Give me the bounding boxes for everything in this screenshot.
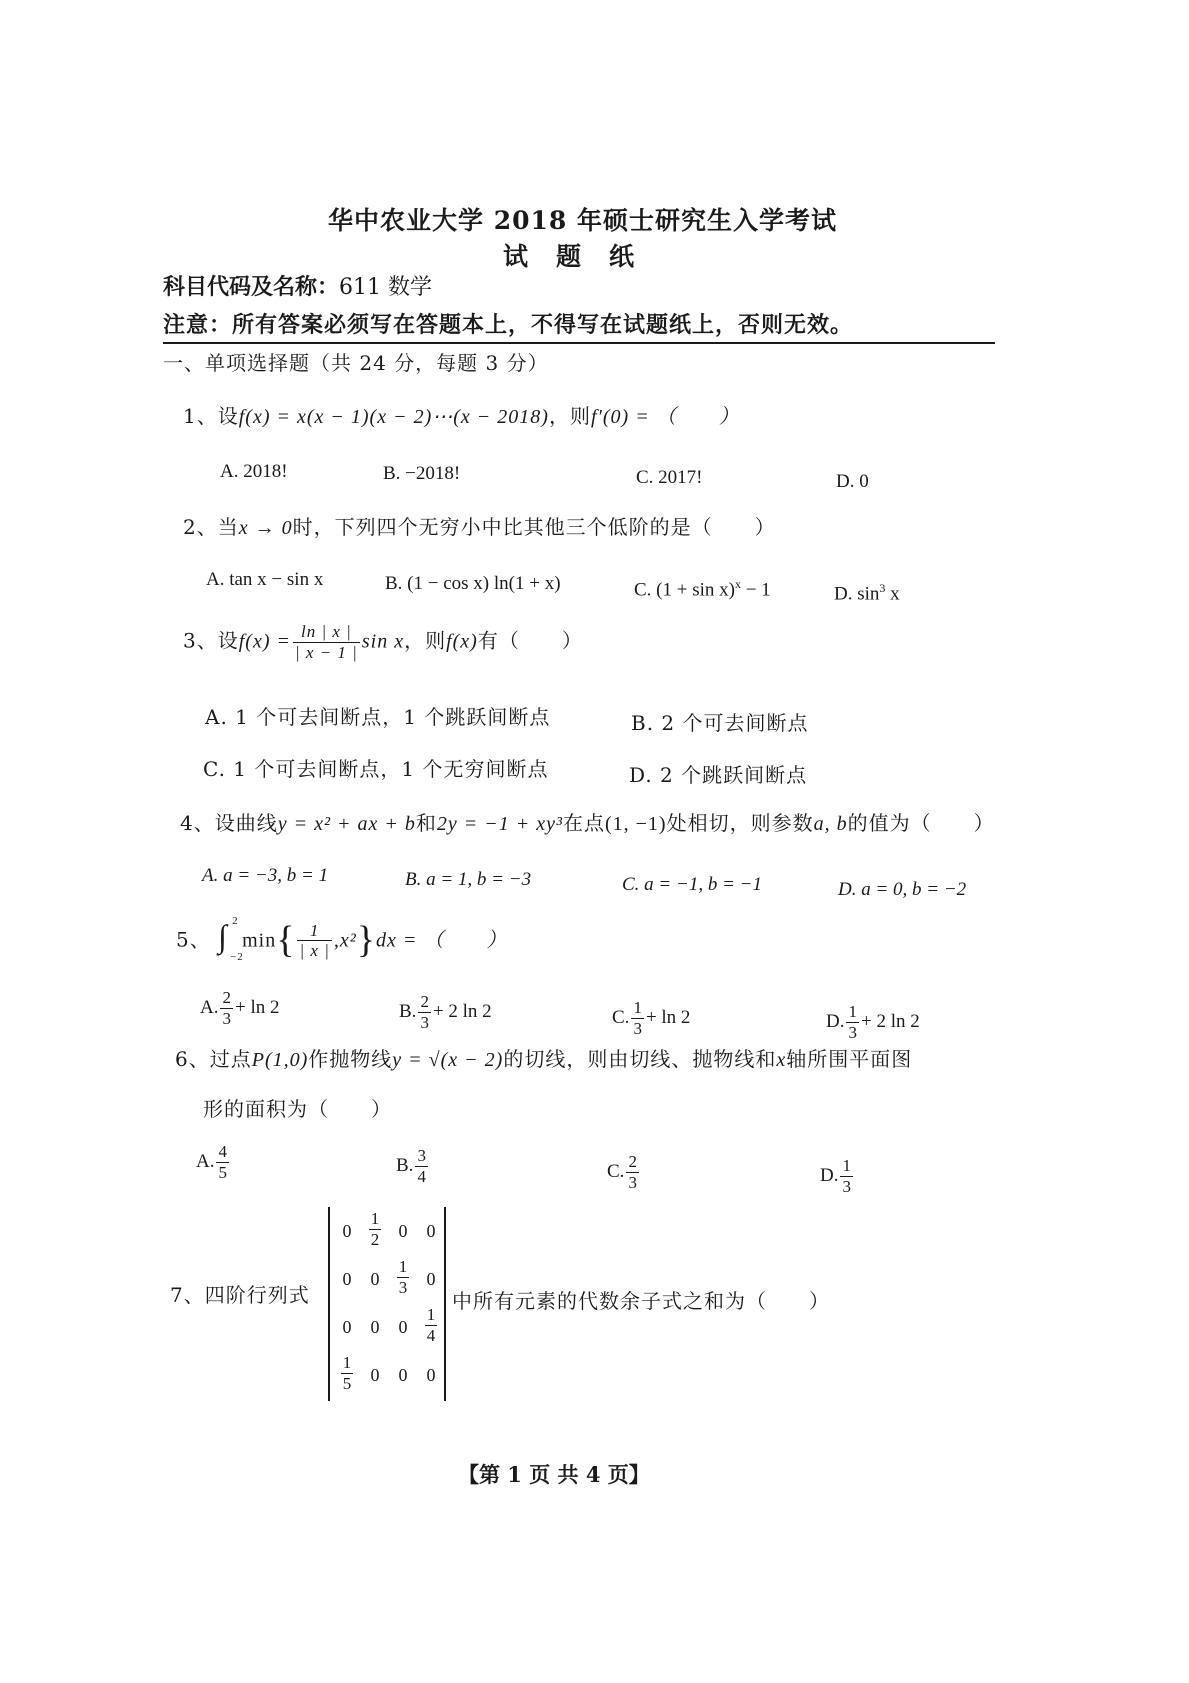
matrix-fraction-den: 2 bbox=[370, 1229, 380, 1249]
q4-text-a: 4、设曲线 bbox=[180, 811, 278, 835]
q4-text-b: 和 bbox=[415, 811, 437, 835]
q4-text-e: 的值为（ ） bbox=[847, 811, 995, 835]
q6-text-b: 作抛物线 bbox=[308, 1047, 393, 1071]
q5-tail: dx = （ ） bbox=[376, 929, 508, 952]
q3-option-b: B. 2 个可去间断点 bbox=[631, 711, 809, 735]
matrix-cell: 0 bbox=[370, 1317, 380, 1337]
q6-option-b-letter: B. bbox=[396, 1155, 414, 1177]
q1-option-c: C. 2017! bbox=[636, 467, 703, 488]
q6-text-c: 的切线，则由切线、抛物线和 bbox=[503, 1047, 777, 1071]
q5-option-d-den: 3 bbox=[848, 1022, 857, 1042]
q5-option-c bbox=[612, 998, 690, 1038]
q5-option-a bbox=[200, 988, 279, 1028]
q4-option-b: B. a = 1, b = −3 bbox=[405, 869, 532, 890]
q5-option-d-frac bbox=[846, 1002, 859, 1042]
matrix-fraction bbox=[341, 1353, 354, 1393]
q4-option-a: A. a = −3, b = 1 bbox=[202, 865, 329, 886]
q5-option-b bbox=[399, 992, 492, 1032]
matrix-cell bbox=[388, 1257, 418, 1297]
q6-option-d-num: 1 bbox=[842, 1156, 851, 1175]
q5-option-b-num: 2 bbox=[420, 992, 429, 1011]
q6-option-a-frac bbox=[216, 1142, 229, 1182]
q1-prefix: 1、设 bbox=[183, 404, 239, 428]
q5-option-b-den: 3 bbox=[420, 1012, 429, 1032]
q2-option-c-exp: x bbox=[734, 577, 741, 591]
q3-expr2: f(x) bbox=[446, 630, 478, 653]
exam-title: 华中农业大学 2018 年硕士研究生入学考试 bbox=[328, 206, 837, 235]
q2-option-d-body: D. sin bbox=[834, 583, 880, 605]
matrix-fraction bbox=[369, 1209, 382, 1249]
matrix-fraction bbox=[425, 1305, 438, 1345]
q3-prefix: 3、设 bbox=[183, 628, 239, 653]
q5-option-a-frac bbox=[220, 988, 233, 1028]
matrix-fraction-num: 1 bbox=[398, 1257, 408, 1276]
matrix-cell bbox=[360, 1209, 390, 1249]
subject-line bbox=[163, 275, 432, 300]
matrix-cell: 0 bbox=[342, 1269, 352, 1289]
q3-tail: sin x bbox=[361, 630, 405, 653]
q2-expr: x → 0 bbox=[238, 517, 293, 539]
q5-option-d-letter: D. bbox=[826, 1011, 845, 1033]
q3-suffix: ，则 bbox=[404, 628, 447, 653]
q5-option-b-tail: + 2 ln 2 bbox=[432, 1001, 492, 1023]
matrix-cell: 0 bbox=[426, 1365, 436, 1385]
q4-option-d: D. a = 0, b = −2 bbox=[838, 879, 967, 900]
q2-prefix: 2、当 bbox=[183, 515, 239, 539]
q6-text-d: 轴所围平面图 bbox=[786, 1047, 913, 1071]
q5-integral bbox=[218, 914, 244, 963]
matrix-fraction-num: 1 bbox=[342, 1353, 352, 1372]
q5-option-a-den: 3 bbox=[222, 1008, 231, 1028]
question-2 bbox=[183, 516, 776, 539]
q4-text-d: 处相切，则参数 bbox=[666, 811, 814, 835]
q3-suffix2: 有（ ） bbox=[477, 628, 583, 653]
question-6-line2: 形的面积为（ ） bbox=[203, 1097, 392, 1121]
matrix-cell: 0 bbox=[342, 1317, 352, 1337]
q2-option-d bbox=[834, 582, 900, 605]
q5-option-a-tail: + ln 2 bbox=[234, 997, 280, 1019]
q4-expr-a: y = x² + ax + b bbox=[277, 813, 416, 835]
matrix-cell bbox=[416, 1305, 446, 1345]
q2-option-d-exp: 3 bbox=[879, 581, 886, 595]
q6-option-d bbox=[820, 1156, 855, 1196]
notice-text: 注意：所有答案必须写在答题本上，不得写在试题纸上，否则无效。 bbox=[163, 312, 854, 338]
q2-option-c-tail: − 1 bbox=[740, 579, 771, 601]
q3-option-c: C. 1 个可去间断点，1 个无穷间断点 bbox=[203, 757, 549, 781]
q3-numerator: ln | x | bbox=[293, 622, 360, 643]
matrix-cell: 0 bbox=[370, 1269, 380, 1289]
q1-option-d: D. 0 bbox=[836, 471, 869, 492]
q6-option-a-letter: A. bbox=[196, 1151, 215, 1173]
q1-option-b: B. −2018! bbox=[383, 463, 461, 484]
q1-expr: f(x) = x(x − 1)(x − 2)⋯(x − 2018) bbox=[238, 406, 549, 428]
q6-option-c-frac bbox=[626, 1152, 639, 1192]
matrix-fraction-num: 1 bbox=[370, 1209, 380, 1228]
q6-option-c bbox=[607, 1152, 641, 1192]
q2-option-c bbox=[634, 578, 771, 601]
q6-option-a bbox=[196, 1142, 231, 1182]
q5-fraction bbox=[297, 921, 331, 961]
matrix-cell: 0 bbox=[426, 1269, 436, 1289]
q5-option-c-frac bbox=[631, 998, 644, 1038]
exam-subtitle: 试题纸 bbox=[503, 242, 663, 271]
q1-expr2: f′(0) = （ ） bbox=[590, 406, 740, 428]
page-footer: 【第 1 页 共 4 页】 bbox=[458, 1462, 650, 1487]
q4-expr-c: (1, −1) bbox=[604, 813, 667, 835]
q5-option-a-letter: A. bbox=[200, 997, 219, 1019]
q4-expr-b: 2y = −1 + xy³ bbox=[436, 813, 563, 835]
q5-option-d-num: 1 bbox=[848, 1002, 857, 1021]
q5-option-c-letter: C. bbox=[612, 1007, 630, 1029]
q6-expr-b: y = √(x − 2) bbox=[392, 1049, 504, 1071]
subject-label: 科目代码及名称： bbox=[163, 274, 340, 300]
q5-int-upper: 2 bbox=[232, 914, 239, 927]
matrix-cell: 0 bbox=[398, 1365, 408, 1385]
question-6-line1 bbox=[175, 1048, 912, 1071]
q5-option-d-tail: + 2 ln 2 bbox=[860, 1011, 920, 1033]
q5-option-c-num: 1 bbox=[633, 998, 642, 1017]
q6-expr-c: x bbox=[776, 1049, 787, 1071]
q6-option-b bbox=[396, 1146, 430, 1186]
left-brace-icon: { bbox=[276, 919, 296, 961]
q6-option-b-den: 4 bbox=[417, 1166, 426, 1186]
question-3 bbox=[183, 622, 583, 662]
matrix-fraction bbox=[397, 1257, 410, 1297]
q4-expr-d: a, b bbox=[813, 813, 848, 835]
matrix-cell: 0 bbox=[426, 1221, 436, 1241]
q6-option-b-frac bbox=[415, 1146, 428, 1186]
q6-expr-a: P(1,0) bbox=[251, 1049, 309, 1071]
q5-option-b-frac bbox=[418, 992, 431, 1032]
q5-option-b-letter: B. bbox=[399, 1001, 417, 1023]
matrix-cell bbox=[332, 1353, 362, 1393]
q5-denominator: | x | bbox=[299, 941, 330, 961]
question-1 bbox=[183, 405, 740, 428]
q6-option-b-num: 3 bbox=[417, 1146, 426, 1165]
q4-text-c: 在点 bbox=[562, 811, 605, 835]
section-heading: 一、单项选择题（共 24 分，每题 3 分） bbox=[163, 351, 549, 375]
matrix-fraction-den: 3 bbox=[398, 1277, 408, 1297]
q5-numerator: 1 bbox=[297, 921, 331, 942]
matrix-cell: 0 bbox=[342, 1221, 352, 1241]
matrix-cell: 0 bbox=[398, 1317, 408, 1337]
q6-option-a-den: 5 bbox=[218, 1162, 227, 1182]
subject-value: 611 数学 bbox=[339, 275, 433, 300]
right-brace-icon: } bbox=[356, 919, 376, 961]
matrix-fraction-num: 1 bbox=[426, 1305, 436, 1324]
q5-option-c-tail: + ln 2 bbox=[645, 1007, 691, 1029]
q5-min: min bbox=[242, 929, 277, 952]
q4-option-c: C. a = −1, b = −1 bbox=[622, 874, 762, 895]
q5-prefix: 5、 bbox=[176, 927, 211, 952]
integral-sign-icon: ∫ bbox=[218, 917, 228, 954]
q1-option-a: A. 2018! bbox=[220, 461, 288, 482]
matrix-fraction-den: 5 bbox=[342, 1373, 352, 1393]
q5-int-lower: −2 bbox=[230, 950, 244, 963]
q2-option-b: B. (1 − cos x) ln(1 + x) bbox=[385, 573, 561, 594]
q7-suffix: 中所有元素的代数余子式之和为（ ） bbox=[452, 1289, 830, 1313]
q2-suffix: 时，下列四个无穷小中比其他三个低阶的是（ ） bbox=[292, 515, 776, 539]
q6-option-d-letter: D. bbox=[820, 1165, 839, 1187]
q5-option-d bbox=[826, 1002, 920, 1042]
q2-option-c-body: C. (1 + sin x) bbox=[634, 579, 735, 601]
q6-option-c-letter: C. bbox=[607, 1161, 625, 1183]
question-4 bbox=[180, 812, 995, 835]
q5-x2: x² bbox=[339, 929, 357, 952]
q3-fraction bbox=[293, 622, 360, 662]
q6-text-a: 6、过点 bbox=[175, 1047, 252, 1071]
matrix-cell: 0 bbox=[398, 1221, 408, 1241]
q7-prefix: 7、四阶行列式 bbox=[170, 1283, 310, 1307]
q2-option-d-tail: x bbox=[885, 583, 900, 605]
matrix-cell: 0 bbox=[370, 1365, 380, 1385]
q3-denominator: | x − 1 | bbox=[294, 642, 358, 662]
matrix-fraction-den: 4 bbox=[426, 1325, 436, 1345]
q6-option-c-den: 3 bbox=[628, 1172, 637, 1192]
q7-determinant bbox=[328, 1207, 446, 1401]
q6-option-d-frac bbox=[840, 1156, 853, 1196]
q5-option-a-num: 2 bbox=[222, 988, 231, 1007]
q6-option-c-num: 2 bbox=[628, 1152, 637, 1171]
q2-option-a: A. tan x − sin x bbox=[206, 569, 324, 590]
q6-option-d-den: 3 bbox=[842, 1176, 851, 1196]
q6-option-a-num: 4 bbox=[218, 1142, 227, 1161]
question-5: 5、 ∫ 2 −2 min{ $\frac{1}{| x |}$ ,x²}dx = （ ） bbox=[176, 914, 508, 963]
q3-option-a: A. 1 个可去间断点，1 个跳跃间断点 bbox=[205, 705, 551, 729]
q3-lhs: f(x) = bbox=[238, 630, 291, 653]
q3-option-d: D. 2 个跳跃间断点 bbox=[629, 763, 808, 787]
notice-underline bbox=[163, 342, 995, 344]
q1-mid: ，则 bbox=[548, 404, 591, 428]
q5-option-c-den: 3 bbox=[633, 1018, 642, 1038]
